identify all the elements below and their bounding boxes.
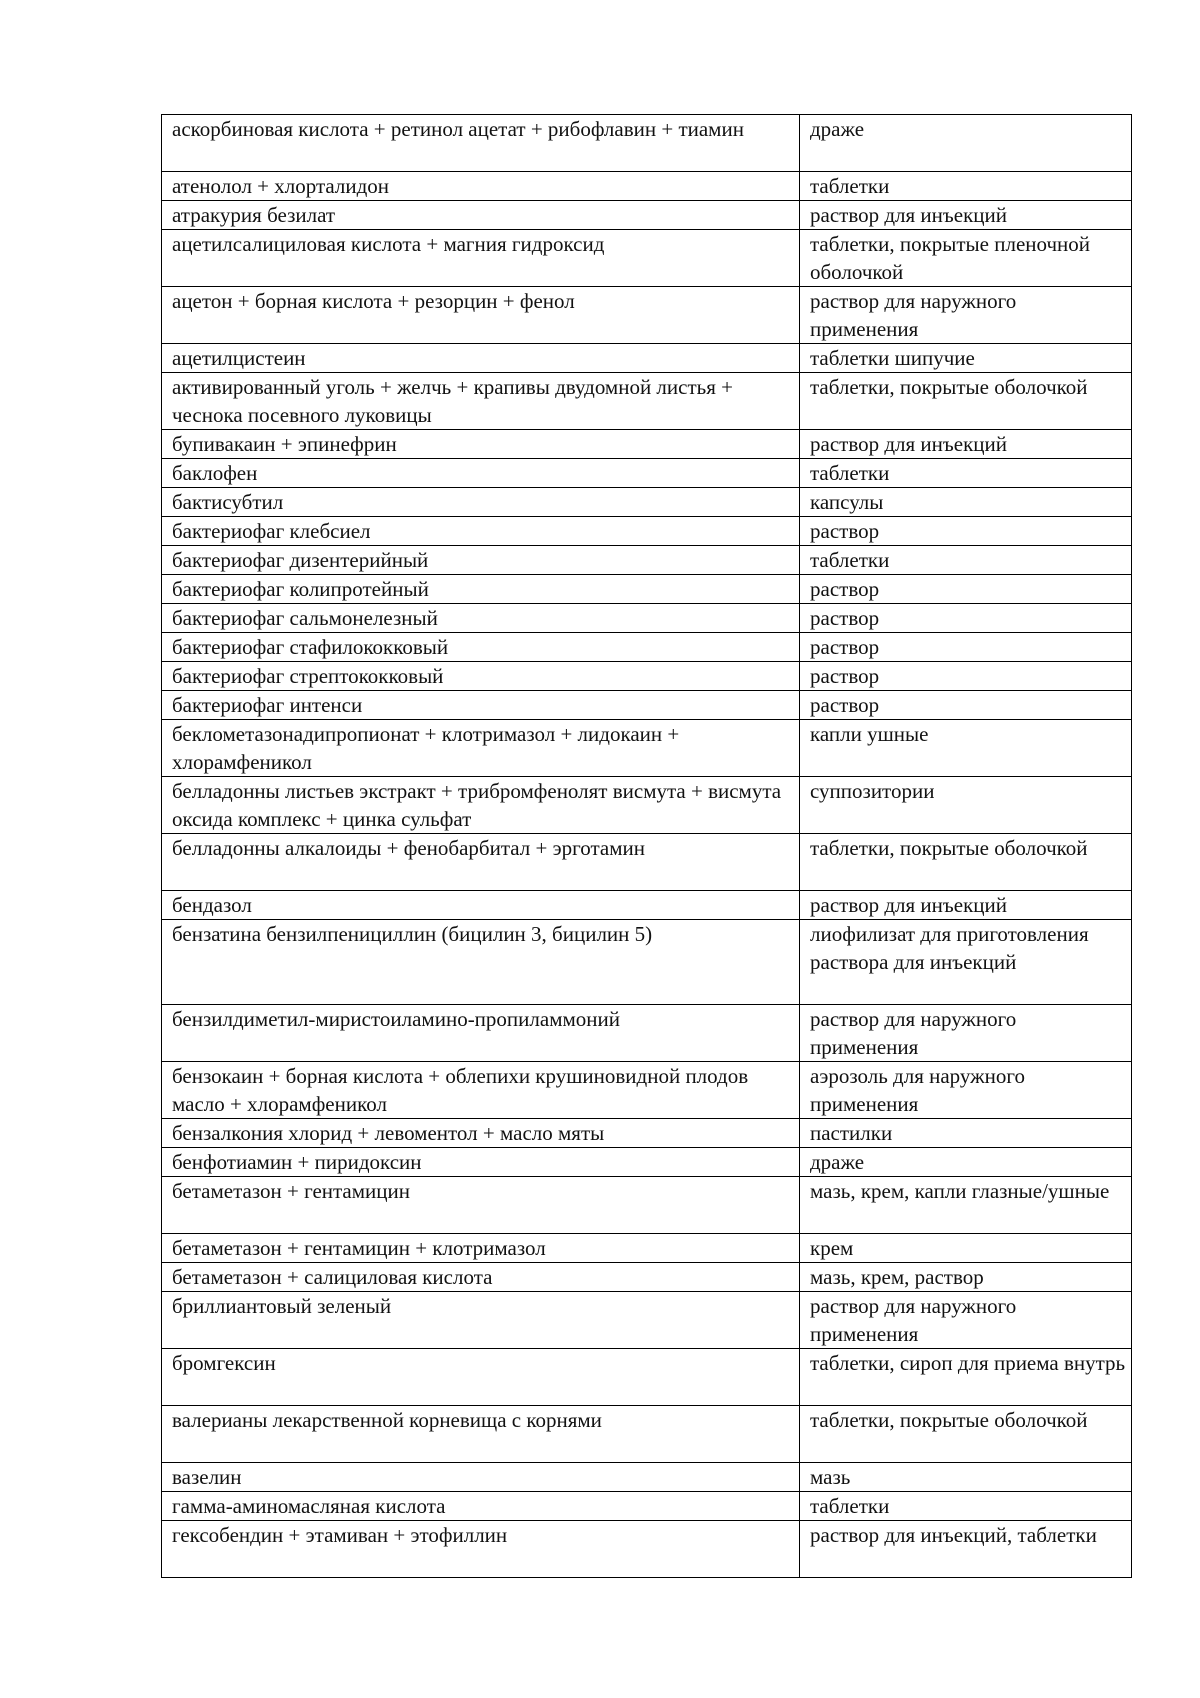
table-row	[162, 1177, 1132, 1234]
drug-name-cell: активированный уголь + желчь + крапивы двудомной листья + чеснока посевного луковицы	[162, 373, 800, 430]
dosage-form-cell: таблетки шипучие	[800, 344, 1132, 373]
drug-name-cell: бриллиантовый зеленый	[162, 1292, 800, 1349]
table-row	[162, 633, 1132, 662]
drug-name-cell: бенфотиамин + пиридоксин	[162, 1148, 800, 1177]
drug-name-cell: бензилдиметил-миристоиламино-пропиламмоний	[162, 1005, 800, 1062]
dosage-form-cell: раствор для инъекций	[800, 891, 1132, 920]
dosage-form-cell: таблетки, покрытые оболочкой	[800, 1406, 1132, 1463]
dosage-form-cell: раствор для инъекций	[800, 430, 1132, 459]
drug-name-cell: бромгексин	[162, 1349, 800, 1406]
table-row	[162, 1263, 1132, 1292]
drug-name-cell: бактериофаг сальмонелезный	[162, 604, 800, 633]
dosage-form-cell: таблетки, сироп для приема внутрь	[800, 1349, 1132, 1406]
dosage-form-cell: раствор для наружного применения	[800, 1292, 1132, 1349]
dosage-form-cell: раствор	[800, 517, 1132, 546]
dosage-form-cell: драже	[800, 1148, 1132, 1177]
table-row	[162, 604, 1132, 633]
drug-name-cell: гамма-аминомасляная кислота	[162, 1492, 800, 1521]
drug-name-cell: бетаметазон + салициловая кислота	[162, 1263, 800, 1292]
drug-name-cell: бактисубтил	[162, 488, 800, 517]
table-row	[162, 1062, 1132, 1119]
drug-name-cell: ацетон + борная кислота + резорцин + фенол	[162, 287, 800, 344]
drug-name-cell: бактериофаг клебсиел	[162, 517, 800, 546]
table-row	[162, 1349, 1132, 1406]
drug-name-cell: вазелин	[162, 1463, 800, 1492]
table-row	[162, 1492, 1132, 1521]
dosage-form-cell: таблетки, покрытые оболочкой	[800, 373, 1132, 430]
dosage-form-cell: раствор	[800, 691, 1132, 720]
dosage-form-cell: таблетки, покрытые оболочкой	[800, 834, 1132, 891]
drug-name-cell: бактериофаг стрептококковый	[162, 662, 800, 691]
dosage-form-cell: драже	[800, 115, 1132, 172]
table-row	[162, 201, 1132, 230]
table-row	[162, 517, 1132, 546]
drug-name-cell: белладонны алкалоиды + фенобарбитал + эрготамин	[162, 834, 800, 891]
table-row	[162, 1234, 1132, 1263]
drug-table-body	[162, 115, 1132, 1578]
drug-name-cell: ацетилцистеин	[162, 344, 800, 373]
drug-name-cell: атенолол + хлорталидон	[162, 172, 800, 201]
table-row	[162, 1005, 1132, 1062]
dosage-form-cell: мазь, крем, капли глазные/ушные	[800, 1177, 1132, 1234]
table-row	[162, 1521, 1132, 1578]
table-row	[162, 1148, 1132, 1177]
dosage-form-cell: таблетки, покрытые пленочной оболочкой	[800, 230, 1132, 287]
drug-name-cell: ацетилсалициловая кислота + магния гидроксид	[162, 230, 800, 287]
dosage-form-cell: раствор	[800, 604, 1132, 633]
dosage-form-cell: раствор	[800, 575, 1132, 604]
drug-name-cell: бетаметазон + гентамицин	[162, 1177, 800, 1234]
drug-name-cell: аскорбиновая кислота + ретинол ацетат + рибофлавин + тиамин	[162, 115, 800, 172]
table-row	[162, 575, 1132, 604]
drug-name-cell: валерианы лекарственной корневища с корнями	[162, 1406, 800, 1463]
table-row	[162, 373, 1132, 430]
table-row	[162, 287, 1132, 344]
table-row	[162, 1406, 1132, 1463]
drug-name-cell: бактериофаг стафилококковый	[162, 633, 800, 662]
dosage-form-cell: раствор для инъекций	[800, 201, 1132, 230]
drug-name-cell: бетаметазон + гентамицин + клотримазол	[162, 1234, 800, 1263]
drug-name-cell: бактериофаг интенси	[162, 691, 800, 720]
dosage-form-cell: раствор	[800, 662, 1132, 691]
dosage-form-cell: раствор для инъекций, таблетки	[800, 1521, 1132, 1578]
drug-name-cell: белладонны листьев экстракт + трибромфенолят висмута + висмута оксида комплекс + цинка сульфат	[162, 777, 800, 834]
dosage-form-cell: пастилки	[800, 1119, 1132, 1148]
drug-name-cell: бупивакаин + эпинефрин	[162, 430, 800, 459]
dosage-form-cell: таблетки	[800, 459, 1132, 488]
dosage-form-cell: раствор для наружного применения	[800, 1005, 1132, 1062]
dosage-form-cell: таблетки	[800, 172, 1132, 201]
table-row	[162, 920, 1132, 1005]
dosage-form-cell: капсулы	[800, 488, 1132, 517]
dosage-form-cell: раствор	[800, 633, 1132, 662]
table-row	[162, 1292, 1132, 1349]
dosage-form-cell: капли ушные	[800, 720, 1132, 777]
table-row	[162, 662, 1132, 691]
table-row	[162, 891, 1132, 920]
table-row	[162, 115, 1132, 172]
table-row	[162, 546, 1132, 575]
table-row	[162, 172, 1132, 201]
dosage-form-cell: лиофилизат для приготовления раствора для инъекций	[800, 920, 1132, 1005]
table-row	[162, 691, 1132, 720]
table-row	[162, 459, 1132, 488]
dosage-form-cell: таблетки	[800, 546, 1132, 575]
dosage-form-cell: суппозитории	[800, 777, 1132, 834]
table-row	[162, 777, 1132, 834]
dosage-form-cell: аэрозоль для наружного применения	[800, 1062, 1132, 1119]
table-row	[162, 430, 1132, 459]
dosage-form-cell: раствор для наружного применения	[800, 287, 1132, 344]
drug-name-cell: беклометазонадипропионат + клотримазол + лидокаин + хлорамфеникол	[162, 720, 800, 777]
table-row	[162, 230, 1132, 287]
dosage-form-cell: таблетки	[800, 1492, 1132, 1521]
drug-name-cell: бензатина бензилпенициллин (бицилин 3, бицилин 5)	[162, 920, 800, 1005]
drug-name-cell: баклофен	[162, 459, 800, 488]
drug-name-cell: бактериофаг колипротейный	[162, 575, 800, 604]
drug-name-cell: атракурия безилат	[162, 201, 800, 230]
table-row	[162, 1463, 1132, 1492]
drug-name-cell: бензалкония хлорид + левоментол + масло мяты	[162, 1119, 800, 1148]
drug-forms-table	[161, 114, 1132, 1578]
table-row	[162, 834, 1132, 891]
drug-name-cell: бактериофаг дизентерийный	[162, 546, 800, 575]
dosage-form-cell: мазь, крем, раствор	[800, 1263, 1132, 1292]
dosage-form-cell: крем	[800, 1234, 1132, 1263]
table-row	[162, 344, 1132, 373]
drug-name-cell: бензокаин + борная кислота + облепихи крушиновидной плодов масло + хлорамфеникол	[162, 1062, 800, 1119]
drug-name-cell: бендазол	[162, 891, 800, 920]
table-row	[162, 720, 1132, 777]
dosage-form-cell: мазь	[800, 1463, 1132, 1492]
drug-name-cell: гексобендин + этамиван + этофиллин	[162, 1521, 800, 1578]
table-row	[162, 1119, 1132, 1148]
table-row	[162, 488, 1132, 517]
